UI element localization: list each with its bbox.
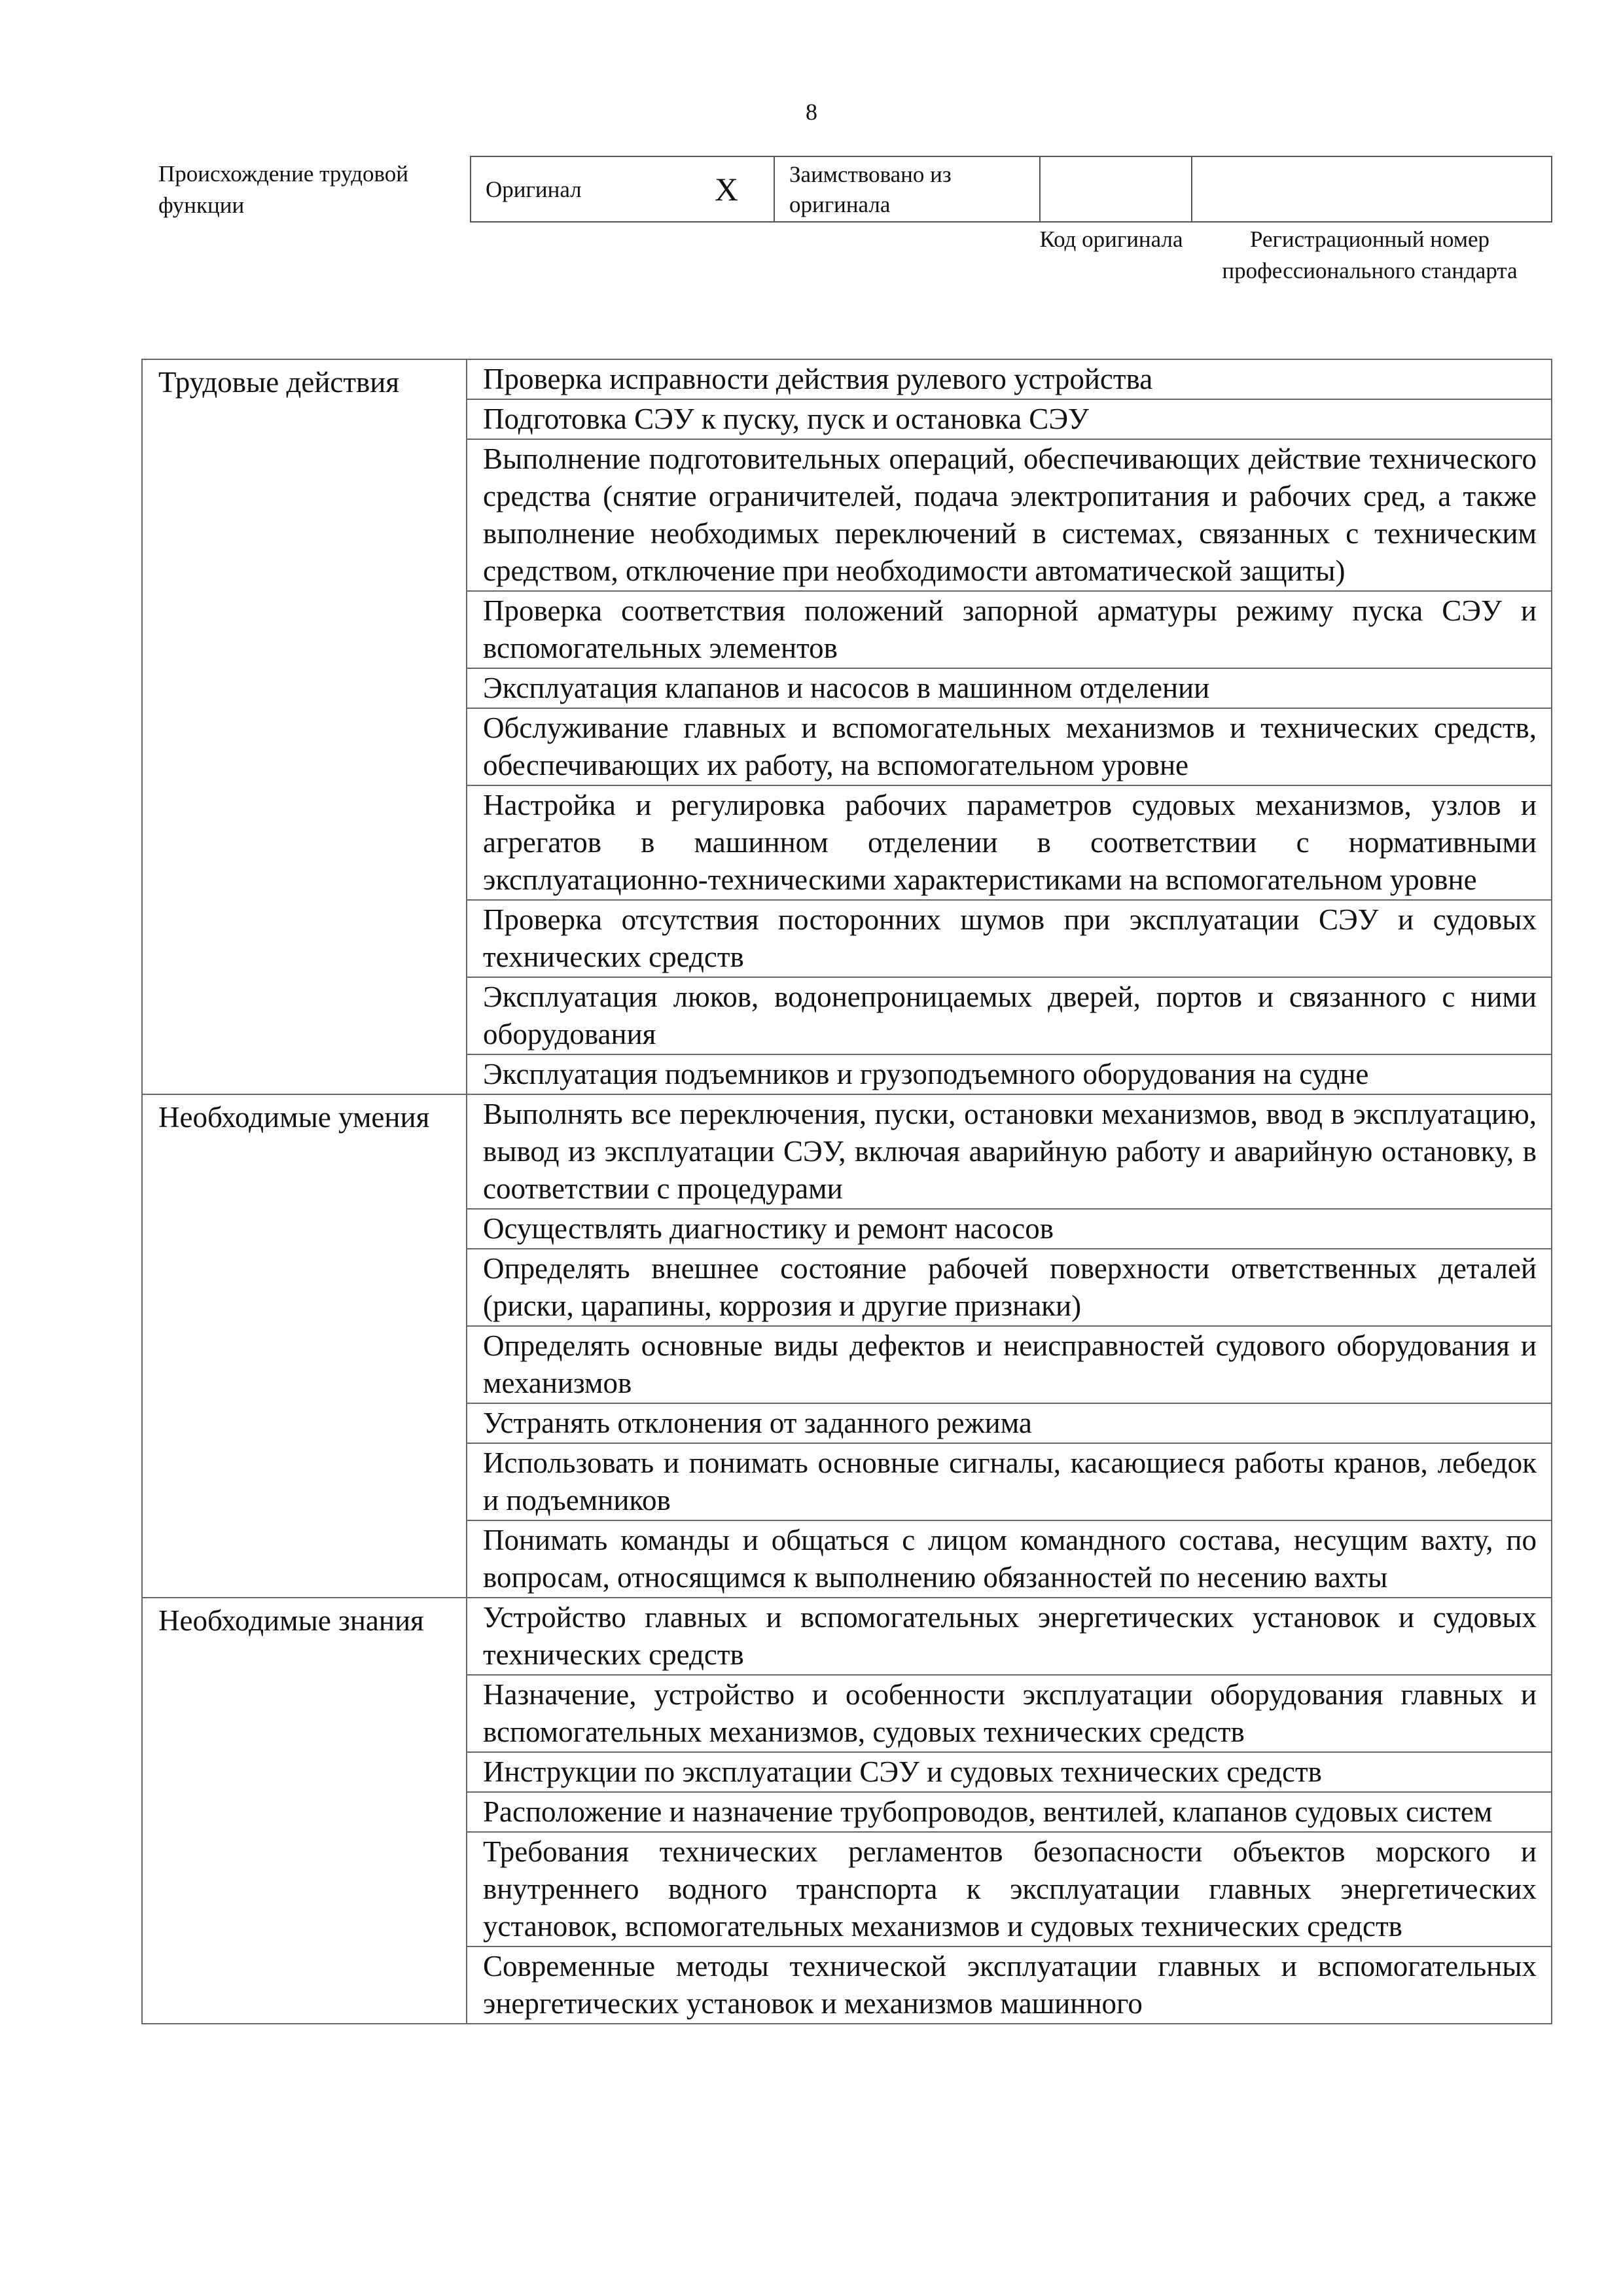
section-heading: Необходимые умения [142, 1094, 467, 1598]
section-item: Определять внешнее состояние рабочей поверхности ответственных деталей (риски, царапины, коррозия и другие признаки) [467, 1249, 1552, 1326]
section-item: Эксплуатация подъемников и грузоподъемного оборудования на судне [467, 1054, 1552, 1094]
section-item: Эксплуатация люков, водонепроницаемых дверей, портов и связанного с ними оборудования [467, 977, 1552, 1054]
page-number: 8 [806, 99, 817, 125]
origin-original-cell [471, 157, 775, 221]
section-item: Подготовка СЭУ к пуску, пуск и остановка СЭУ [467, 399, 1552, 439]
section-item: Осуществлять диагностику и ремонт насосов [467, 1209, 1552, 1249]
section-item: Расположение и назначение трубопроводов, вентилей, клапанов судовых систем [467, 1792, 1552, 1832]
table-row [142, 1094, 1552, 1209]
section-item: Проверка соответствия положений запорной арматуры режиму пуска СЭУ и вспомогательных элементов [467, 591, 1552, 668]
section-item: Использовать и понимать основные сигналы, касающиеся работы кранов, лебедок и подъемников [467, 1443, 1552, 1520]
section-item: Обслуживание главных и вспомогательных механизмов и технических средств, обеспечивающих их работу, на вспомогательном уровне [467, 708, 1552, 785]
section-item: Выполнение подготовительных операций, обеспечивающих действие технического средства (снятие ограничителей, подача электропитания и рабочих сред, а также выполнение необходимых переключений в системах, связанных с техническим средством, отключение при необходимости автоматической защиты) [467, 439, 1552, 591]
section-item: Устранять отклонения от заданного режима [467, 1403, 1552, 1443]
section-item: Проверка исправности действия рулевого устройства [467, 359, 1552, 399]
section-item: Устройство главных и вспомогательных энергетических установок и судовых технических средств [467, 1598, 1552, 1675]
table-row [142, 359, 1552, 399]
labor-function-table [141, 359, 1552, 2024]
section-item: Назначение, устройство и особенности эксплуатации оборудования главных и вспомогательных механизмов, судовых технических средств [467, 1675, 1552, 1752]
origin-code-cell [1041, 157, 1192, 221]
section-heading: Трудовые действия [142, 359, 467, 1094]
section-item: Определять основные виды дефектов и неисправностей судового оборудования и механизмов [467, 1326, 1552, 1403]
section-item: Проверка отсутствия посторонних шумов при эксплуатации СЭУ и судовых технических средств [467, 900, 1552, 977]
origin-original-label: Оригинал [486, 177, 582, 202]
origin-label: Происхождение трудовой функции [158, 161, 409, 218]
section-item: Современные методы технической эксплуатации главных и вспомогательных энергетических установок и механизмов машинного [467, 1946, 1552, 2024]
reg-number-caption: Регистрационный номер профессионального стандарта [1222, 226, 1518, 283]
section-item: Выполнять все переключения, пуски, остановки механизмов, ввод в эксплуатацию, вывод из эксплуатации СЭУ, включая аварийную работу и аварийную остановку, в соответствии с процедурами [467, 1094, 1552, 1209]
origin-borrowed-cell: Заимствовано из оригинала [775, 157, 1041, 221]
section-item: Настройка и регулировка рабочих параметров судовых механизмов, узлов и агрегатов в машинном отделении в соответствии с нормативными эксплуатационно-техническими характеристиками на вспомогательном уровне [467, 785, 1552, 900]
code-caption: Код оригинала [1039, 226, 1183, 252]
section-item: Требования технических регламентов безопасности объектов морского и внутреннего водного транспорта к эксплуатации главных энергетических установок, вспомогательных механизмов и судовых технических средств [467, 1832, 1552, 1946]
section-item: Понимать команды и общаться с лицом командного состава, несущим вахту, по вопросам, относящимся к выполнению обязанностей по несению вахты [467, 1520, 1552, 1598]
origin-reg-number-cell [1192, 157, 1551, 221]
origin-original-mark: X [715, 171, 739, 207]
section-heading: Необходимые знания [142, 1598, 467, 2024]
section-item: Эксплуатация клапанов и насосов в машинном отделении [467, 668, 1552, 708]
table-row [142, 1598, 1552, 1675]
origin-box [470, 156, 1552, 223]
section-item: Инструкции по эксплуатации СЭУ и судовых технических средств [467, 1752, 1552, 1792]
